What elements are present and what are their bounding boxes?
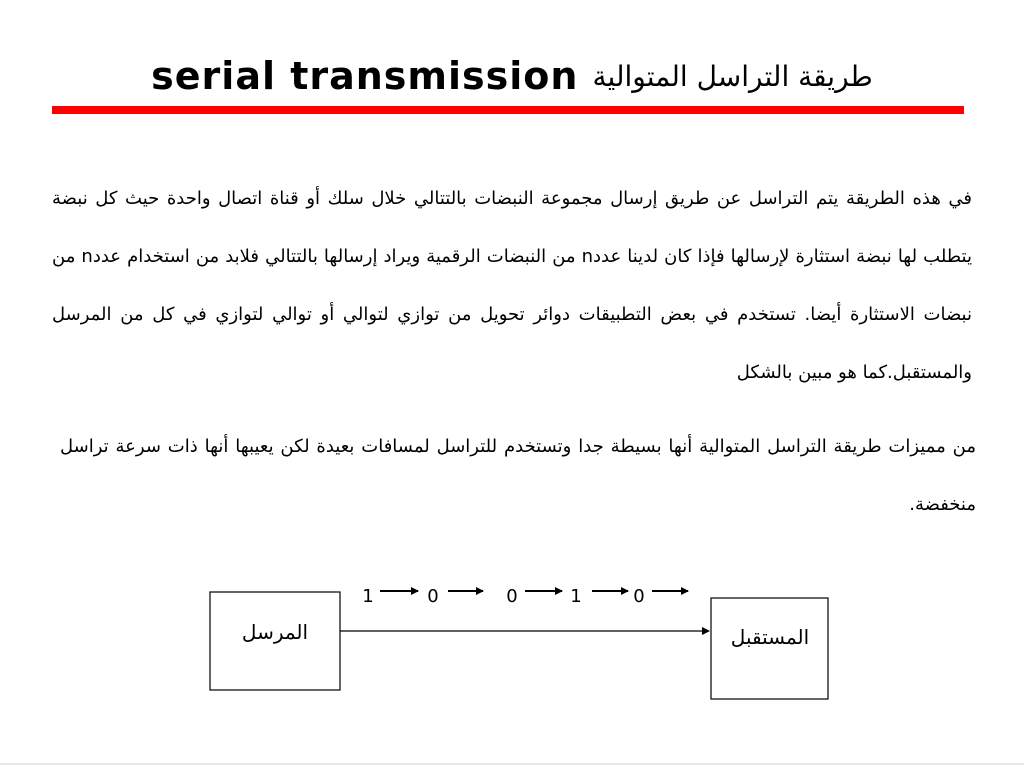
slide-bottom-border (0, 763, 1024, 765)
bit-1: 1 (362, 586, 374, 607)
bit-2: 0 (427, 586, 439, 607)
serial-transmission-diagram (200, 570, 840, 710)
bit-4: 1 (570, 586, 582, 607)
title-underline (52, 106, 964, 114)
bit-5: 0 (633, 586, 645, 607)
title-latin: serial transmission (151, 54, 579, 98)
receiver-label: المستقبل (730, 625, 810, 649)
bit-3: 0 (506, 586, 518, 607)
paragraph-advantages: من مميزات طريقة التراسل المتوالية أنها بسيطة جدا وتستخدم للتراسل لمسافات بعيدة لكن يعيبها أنها ذات سرعة تراسل منخفضة. (60, 436, 976, 515)
sender-label: المرسل (241, 620, 309, 644)
title-arabic: طريقة التراسل المتوالية (592, 59, 873, 93)
paragraph-definition: في هذه الطريقة يتم التراسل عن طريق إرسال مجموعة النبضات بالتتالي خلال سلك أو قناة اتصال واحدة حيث كل نبضة يتطلب لها نبضة استثارة لإرسالها فإذا كان لدينا عددn من النبضات الرقمية ويراد إرسالها بالتتالي فلابد من استخدام عددn من نبضات الاستثارة أيضا. تستخدم في بعض التطبيقات دوائر تحويل من توازي لتوالي أو توالي لتوازي في كل من المرسل والمستقبل.كما هو مبين بالشكل (52, 188, 972, 383)
slide-title (60, 48, 964, 104)
